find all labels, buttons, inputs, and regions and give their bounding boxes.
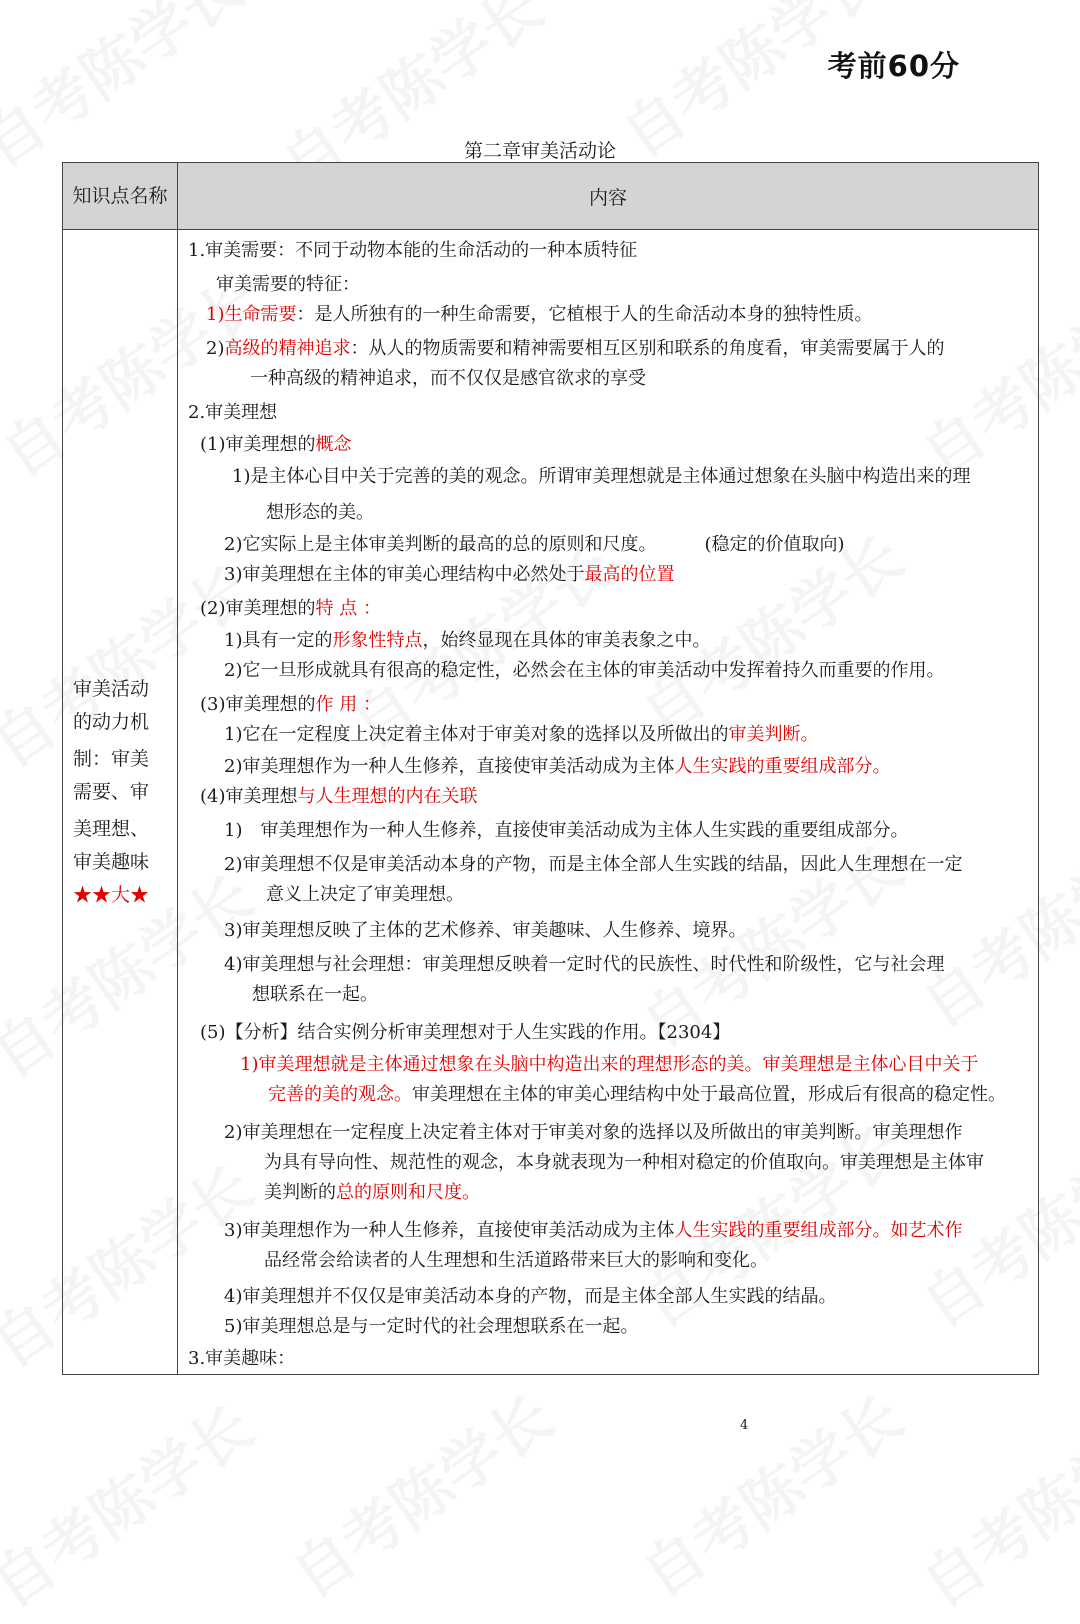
topic-line: 审美趣味: [73, 850, 150, 873]
list-item-cont: 意义上决定了审美理想。: [266, 884, 464, 905]
analysis-item: 5)审美理想总是与一定时代的社会理想联系在一起。: [224, 1316, 639, 1337]
point-heading: (1)审美理想的概念: [200, 434, 352, 455]
analysis-item-cont: 完善的美的观念。审美理想在主体的审美心理结构中处于最高位置，形成后有很高的稳定性。: [268, 1084, 1006, 1105]
analysis-item: 3)审美理想作为一种人生修养，直接使审美活动成为主体人生实践的重要组成部分。如艺术作: [224, 1220, 963, 1241]
topic-line: 审美活动: [73, 677, 150, 700]
list-item: 3)审美理想反映了主体的艺术修养、审美趣味、人生修养、境界。: [224, 920, 747, 941]
analysis-item-cont: 为具有导向性、规范性的观念，本身就表现为一种相对稳定的价值取向。审美理想是主体审: [264, 1152, 984, 1173]
analysis-item: 2)审美理想在一定程度上决定着主体对于审美对象的选择以及所做出的审美判断。审美理想作: [224, 1122, 963, 1143]
table-row: [63, 230, 1039, 1375]
page-number: 4: [740, 1418, 749, 1433]
point-heading: (4)审美理想与人生理想的内在关联: [200, 786, 478, 807]
subheading: 审美需要的特征：: [216, 274, 360, 295]
analysis-heading: (5)【分析】结合实例分析审美理想对于人生实践的作用。【2304】: [200, 1022, 731, 1043]
list-item-cont: 想形态的美。: [266, 502, 374, 523]
list-item: 1)具有一定的形象性特点，始终显现在具体的审美表象之中。: [224, 630, 711, 651]
list-item-cont: 一种高级的精神追求，而不仅仅是感官欲求的享受: [250, 368, 646, 389]
watermark: [272, 1372, 567, 1615]
watermark: [622, 1372, 917, 1615]
analysis-item-cont: 品经常会给读者的人生理想和生活道路带来巨大的影响和变化。: [264, 1250, 768, 1271]
list-item: 2)审美理想不仅是审美活动本身的产物，而是主体全部人生实践的结晶，因此人生理想在一定: [224, 854, 963, 875]
analysis-item: 1)审美理想就是主体通过想象在头脑中构造出来的理想形态的美。审美理想是主体心目中关于: [240, 1054, 979, 1075]
analysis-item-cont: 美判断的总的原则和尺度。: [264, 1182, 480, 1203]
content-cell: [178, 230, 1039, 1375]
table-header-row: [63, 163, 1039, 230]
list-item: 2)它实际上是主体审美判断的最高的总的原则和尺度。 (稳定的价值取向): [224, 534, 845, 555]
list-item: 1)是主体心目中关于完善的美的观念。所谓审美理想就是主体通过想象在头脑中构造出来的理: [232, 466, 971, 487]
topic-line: 制：审美: [73, 747, 150, 770]
section-heading: 2.审美理想: [188, 402, 278, 423]
list-item: 1) 审美理想作为一种人生修养，直接使审美活动成为主体人生实践的重要组成部分。: [224, 820, 909, 841]
knowledge-table: [62, 162, 1039, 1375]
list-item: 2)高级的精神追求：从人的物质需要和精神需要相互区别和联系的角度看，审美需要属于人的: [206, 338, 945, 359]
list-item: 2)它一旦形成就具有很高的稳定性，必然会在主体的审美活动中发挥着持久而重要的作用。: [224, 660, 945, 681]
list-item: 3)审美理想在主体的审美心理结构中必然处于最高的位置: [224, 564, 675, 585]
topic-line: 的动力机: [73, 710, 150, 733]
section-heading: 1.审美需要：不同于动物本能的生命活动的一种本质特征: [188, 240, 638, 261]
list-item: 1)生命需要：是人所独有的一种生命需要，它植根于人的生命活动本身的独特性质。: [206, 304, 873, 325]
list-item: 4)审美理想与社会理想：审美理想反映着一定时代的民族性、时代性和阶级性，它与社会理: [224, 954, 945, 975]
col-header-topic: 知识点名称: [63, 163, 178, 230]
point-heading: (3)审美理想的作 用 ：: [200, 694, 381, 715]
list-item: 2)审美理想作为一种人生修养，直接使审美活动成为主体人生实践的重要组成部分。: [224, 756, 891, 777]
list-item-cont: 想联系在一起。: [252, 984, 378, 1005]
chapter-title: 第二章审美活动论: [463, 140, 616, 162]
section-heading: 3.审美趣味：: [188, 1348, 296, 1369]
col-header-content: 内容: [178, 163, 1039, 230]
point-heading: (2)审美理想的特 点 ：: [200, 598, 381, 619]
watermark: [902, 1382, 1080, 1624]
topic-line: 需要、审: [73, 780, 150, 803]
topic-line: 美理想、: [73, 817, 150, 840]
importance-stars: ★★大★: [73, 883, 150, 906]
header-title: 考前60分: [827, 49, 960, 83]
analysis-item: 4)审美理想并不仅仅是审美活动本身的产物，而是主体全部人生实践的结晶。: [224, 1286, 837, 1307]
topic-cell: [63, 230, 178, 1375]
list-item: 1)它在一定程度上决定着主体对于审美对象的选择以及所做出的审美判断。: [224, 724, 819, 745]
